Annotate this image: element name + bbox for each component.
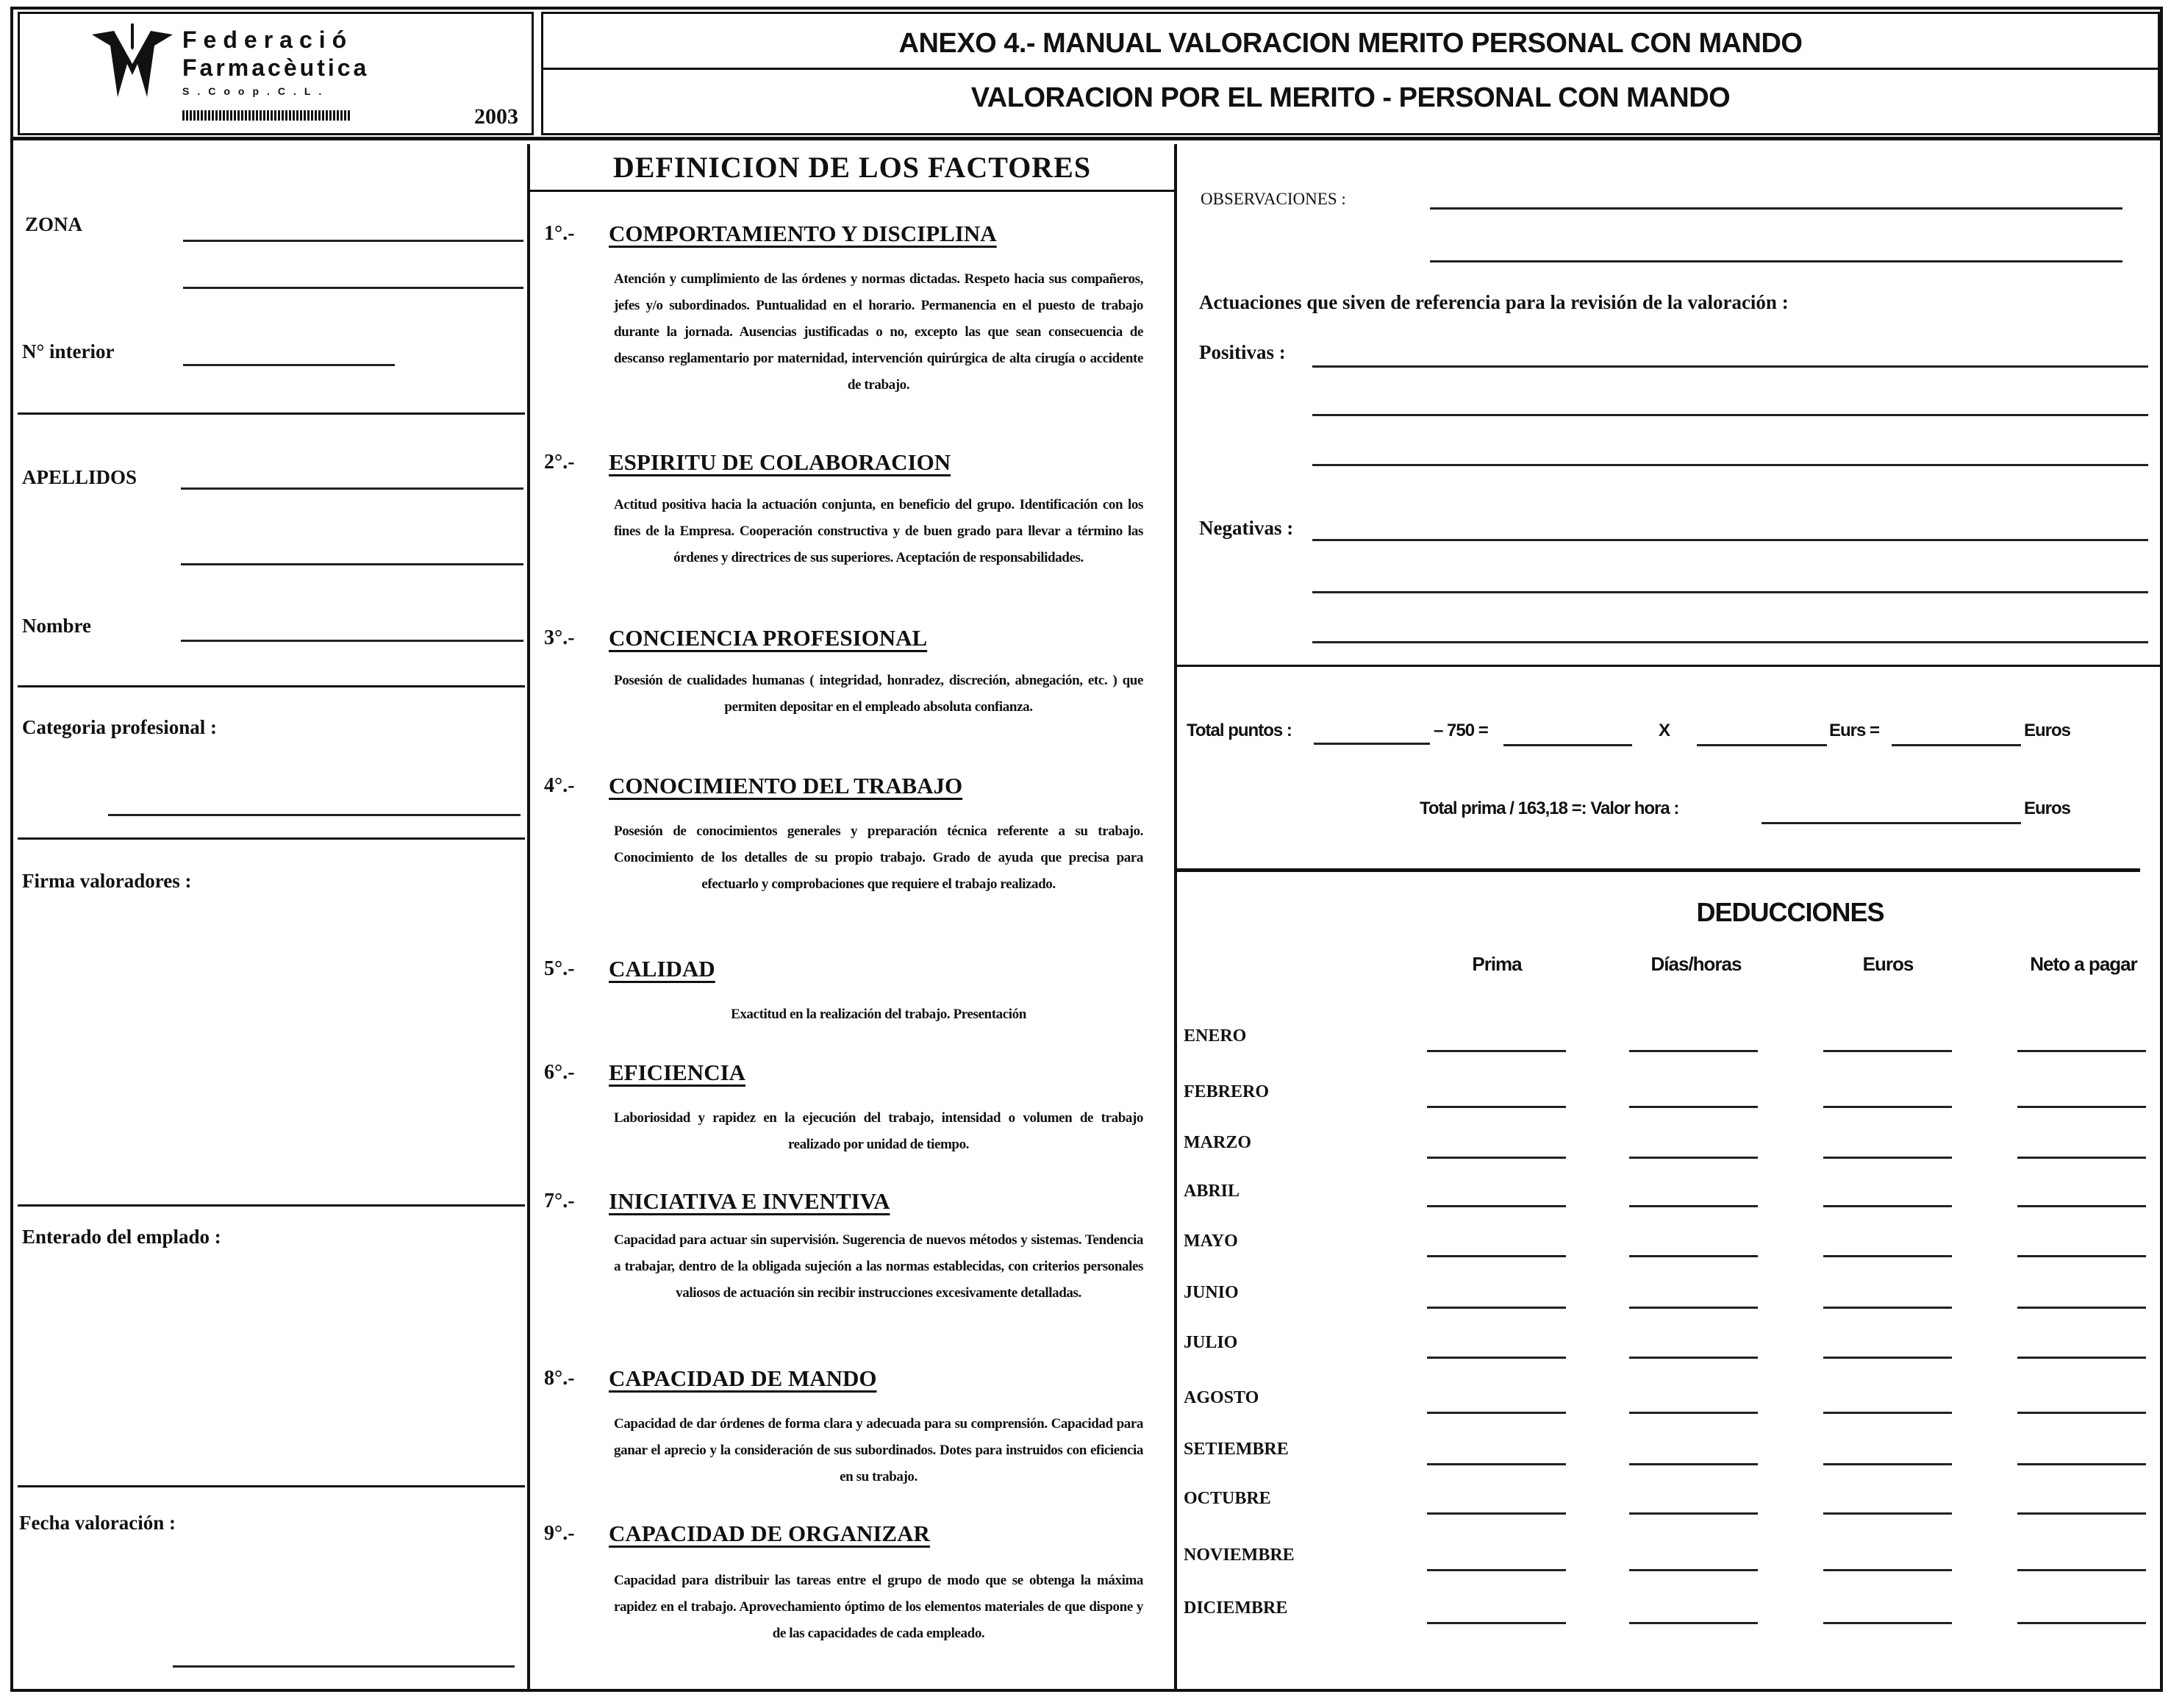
zona-label: ZONA bbox=[25, 213, 83, 235]
neto-field[interactable] bbox=[2017, 1412, 2146, 1414]
actuaciones-label: Actuaciones que siven de referencia para la revisión de la valoración : bbox=[1199, 291, 1789, 313]
dias-horas-field[interactable] bbox=[1629, 1357, 1758, 1359]
dias-horas-field[interactable] bbox=[1629, 1050, 1758, 1052]
valor-hora-field[interactable] bbox=[1762, 822, 2021, 824]
month-label: ABRIL bbox=[1184, 1182, 1240, 1201]
right-divider-1 bbox=[1177, 665, 2160, 667]
factor-heading: CAPACIDAD DE ORGANIZAR bbox=[609, 1521, 930, 1546]
left-divider-1 bbox=[18, 412, 525, 415]
positivas-field-2[interactable] bbox=[1312, 414, 2148, 416]
factor-heading: ESPIRITU DE COLABORACION bbox=[609, 449, 951, 475]
n-interior-field[interactable] bbox=[183, 364, 395, 366]
factor-number: 2°.- bbox=[544, 451, 575, 474]
factor-number: 8°.- bbox=[544, 1367, 575, 1390]
prima-field[interactable] bbox=[1427, 1412, 1566, 1414]
euros-field[interactable] bbox=[1823, 1512, 1952, 1515]
zona-field[interactable] bbox=[183, 240, 523, 242]
factor-description: Posesión de conocimientos generales y preparación técnica referente a su trabajo. Conocimiento de los detalles de su propio trabajo. Grado de ayuda que precisa para efectuarlo y comprobaciones que requiere el trabajo realizado. bbox=[614, 823, 1143, 892]
total-puntos-label: Total puntos : bbox=[1187, 721, 1292, 740]
factor-description: Exactitud en la realización del trabajo. Presentación bbox=[731, 1007, 1026, 1022]
eurs-label: Eurs = bbox=[1829, 721, 1880, 740]
categoria-field[interactable] bbox=[108, 814, 521, 816]
prima-field[interactable] bbox=[1427, 1569, 1566, 1571]
total-puntos-field[interactable] bbox=[1314, 743, 1430, 745]
apellidos-field-2[interactable] bbox=[181, 563, 523, 565]
zona-field-2[interactable] bbox=[183, 287, 523, 289]
euros-field[interactable] bbox=[1823, 1106, 1952, 1108]
month-label: SETIEMBRE bbox=[1184, 1440, 1289, 1459]
prima-field[interactable] bbox=[1427, 1307, 1566, 1309]
month-label: OCTUBRE bbox=[1184, 1489, 1271, 1508]
factor-heading: CONOCIMIENTO DEL TRABAJO bbox=[609, 773, 963, 798]
dias-horas-field[interactable] bbox=[1629, 1463, 1758, 1465]
prima-field[interactable] bbox=[1427, 1106, 1566, 1108]
observaciones-field-2[interactable] bbox=[1430, 260, 2122, 262]
neto-field[interactable] bbox=[2017, 1622, 2146, 1624]
logo-barcode bbox=[182, 110, 351, 121]
logo-mark-icon bbox=[92, 24, 173, 104]
negativas-field-2[interactable] bbox=[1312, 591, 2148, 593]
prima-field[interactable] bbox=[1427, 1622, 1566, 1624]
month-label: NOVIEMBRE bbox=[1184, 1546, 1295, 1565]
column-header-prima: Prima bbox=[1472, 953, 1522, 975]
dias-horas-field[interactable] bbox=[1629, 1512, 1758, 1515]
prima-field[interactable] bbox=[1427, 1463, 1566, 1465]
euros-field[interactable] bbox=[1823, 1307, 1952, 1309]
euros-field[interactable] bbox=[1823, 1205, 1952, 1207]
factor-heading: COMPORTAMIENTO Y DISCIPLINA bbox=[609, 221, 997, 246]
factor-number: 1°.- bbox=[544, 222, 575, 245]
dias-horas-field[interactable] bbox=[1629, 1255, 1758, 1257]
factor-number: 9°.- bbox=[544, 1522, 575, 1545]
factor-number: 4°.- bbox=[544, 774, 575, 797]
categoria-label: Categoria profesional : bbox=[22, 716, 217, 738]
euros-field[interactable] bbox=[1823, 1157, 1952, 1159]
factor-number: 7°.- bbox=[544, 1190, 575, 1212]
column-header-euros: Euros bbox=[1862, 953, 1914, 975]
neto-field[interactable] bbox=[2017, 1050, 2146, 1052]
factor-heading: CAPACIDAD DE MANDO bbox=[609, 1365, 877, 1391]
column-divider-right bbox=[1174, 144, 1177, 1691]
month-label: JULIO bbox=[1184, 1333, 1238, 1352]
positivas-field-1[interactable] bbox=[1312, 365, 2148, 368]
column-header-neto: Neto a pagar bbox=[2030, 953, 2137, 975]
negativas-field-1[interactable] bbox=[1312, 539, 2148, 541]
neto-field[interactable] bbox=[2017, 1512, 2146, 1515]
page-title: ANEXO 4.- MANUAL VALORACION MERITO PERSONAL CON MANDO bbox=[898, 28, 1803, 59]
positivas-field-3[interactable] bbox=[1312, 464, 2148, 466]
dias-horas-field[interactable] bbox=[1629, 1307, 1758, 1309]
month-label: JUNIO bbox=[1184, 1283, 1239, 1302]
observaciones-field[interactable] bbox=[1430, 207, 2122, 210]
header-bottom-rule bbox=[10, 137, 2163, 140]
neto-field[interactable] bbox=[2017, 1307, 2146, 1309]
total-euros-field[interactable] bbox=[1892, 744, 2021, 746]
minus-750-label: – 750 = bbox=[1434, 721, 1488, 740]
page-subtitle: VALORACION POR EL MERITO - PERSONAL CON MANDO bbox=[970, 82, 1731, 113]
neto-field[interactable] bbox=[2017, 1463, 2146, 1465]
negativas-label: Negativas : bbox=[1199, 517, 1294, 539]
euros-field[interactable] bbox=[1823, 1463, 1952, 1465]
logo-line3: S.Coop.C.L. bbox=[182, 85, 330, 97]
month-label: ENERO bbox=[1184, 1026, 1247, 1046]
factor-description: Capacidad para actuar sin supervisión. Sugerencia de nuevos métodos y sistemas. Tendencia a trabajar, dentro de la obligada sujeción a las normas establecidas, con criterios personales valiosos de actuación sin recibir instrucciones excesivamente detalladas. bbox=[614, 1232, 1143, 1301]
eurs-rate-field[interactable] bbox=[1697, 744, 1827, 746]
factor-heading: EFICIENCIA bbox=[609, 1060, 746, 1085]
observaciones-label: OBSERVACIONES : bbox=[1201, 190, 1346, 208]
nombre-field[interactable] bbox=[181, 640, 523, 642]
logo-line1: Federació bbox=[182, 26, 354, 53]
euros-field[interactable] bbox=[1823, 1255, 1952, 1257]
euros-field[interactable] bbox=[1823, 1050, 1952, 1052]
title-divider bbox=[541, 68, 2160, 70]
multiply-label: X bbox=[1659, 721, 1671, 740]
left-divider-5 bbox=[18, 1485, 525, 1487]
euros-field[interactable] bbox=[1823, 1412, 1952, 1414]
left-divider-3 bbox=[18, 837, 525, 840]
prima-field[interactable] bbox=[1427, 1050, 1566, 1052]
neto-field[interactable] bbox=[2017, 1569, 2146, 1571]
neto-field[interactable] bbox=[2017, 1255, 2146, 1257]
prima-field[interactable] bbox=[1427, 1357, 1566, 1359]
euros-label-2: Euros bbox=[2024, 798, 2071, 818]
factor-heading: INICIATIVA E INVENTIVA bbox=[609, 1188, 890, 1214]
dias-horas-field[interactable] bbox=[1629, 1106, 1758, 1108]
left-divider-4 bbox=[18, 1204, 525, 1207]
positivas-label: Positivas : bbox=[1199, 341, 1286, 363]
enterado-label: Enterado del emplado : bbox=[22, 1226, 221, 1248]
dias-horas-field[interactable] bbox=[1629, 1412, 1758, 1414]
negativas-field-3[interactable] bbox=[1312, 641, 2148, 643]
factor-description: Capacidad de dar órdenes de forma clara y adecuada para su comprensión. Capacidad para ganar el aprecio y la consideración de sus subordinados. Dotes para instruidos con eficiencia en su trabajo. bbox=[614, 1416, 1143, 1484]
factor-description: Actitud positiva hacia la actuación conjunta, en beneficio del grupo. Identificación con los fines de la Empresa. Cooperación constructiva y de buen grado para llevar a término las órdenes y directrices de sus superiores. Aceptación de responsabilidades. bbox=[614, 497, 1143, 565]
firma-label: Firma valoradores : bbox=[22, 870, 192, 892]
factors-title-rule bbox=[530, 190, 1174, 192]
month-label: DICIEMBRE bbox=[1184, 1598, 1288, 1618]
prima-field[interactable] bbox=[1427, 1205, 1566, 1207]
left-divider-2 bbox=[18, 685, 525, 687]
euros-label: Euros bbox=[2024, 721, 2071, 740]
factor-heading: CALIDAD bbox=[609, 956, 715, 982]
deducciones-title: DEDUCCIONES bbox=[1696, 897, 1884, 927]
factor-number: 6°.- bbox=[544, 1061, 575, 1084]
prima-field[interactable] bbox=[1427, 1157, 1566, 1159]
apellidos-label: APELLIDOS bbox=[22, 466, 137, 488]
prima-field[interactable] bbox=[1427, 1255, 1566, 1257]
factor-description: Capacidad para distribuir las tareas entre el grupo de modo que se obtenga la máxima rapidez en el trabajo. Aprovechamiento óptimo de los elementos materiales de que dispone y de las capacidades de cada empleado. bbox=[614, 1573, 1143, 1641]
dias-horas-field[interactable] bbox=[1629, 1157, 1758, 1159]
euros-field[interactable] bbox=[1823, 1622, 1952, 1624]
neto-field[interactable] bbox=[2017, 1157, 2146, 1159]
column-header-dias-horas: Días/horas bbox=[1650, 953, 1742, 975]
neto-field[interactable] bbox=[2017, 1205, 2146, 1207]
neto-field[interactable] bbox=[2017, 1357, 2146, 1359]
right-divider-2 bbox=[1177, 868, 2140, 872]
euros-field[interactable] bbox=[1823, 1357, 1952, 1359]
total-prima-label: Total prima / 163,18 =: Valor hora : bbox=[1420, 798, 1679, 818]
year: 2003 bbox=[474, 104, 518, 129]
neto-field[interactable] bbox=[2017, 1106, 2146, 1108]
column-divider-left bbox=[527, 144, 530, 1691]
month-label: MARZO bbox=[1184, 1133, 1251, 1152]
factor-description: Laboriosidad y rapidez en la ejecución del trabajo, intensidad o volumen de trabajo realizado por unidad de tiempo. bbox=[614, 1110, 1143, 1152]
month-label: FEBRERO bbox=[1184, 1082, 1270, 1101]
logo-line2: Farmacèutica bbox=[182, 54, 370, 81]
n-interior-label: N° interior bbox=[22, 340, 115, 362]
fecha-field[interactable] bbox=[173, 1665, 515, 1668]
fecha-label: Fecha valoración : bbox=[19, 1512, 176, 1534]
apellidos-field[interactable] bbox=[181, 487, 523, 490]
factor-description: Posesión de cualidades humanas ( integridad, honradez, discreción, abnegación, etc. ) que permiten depositar en el empleado absoluta confianza. bbox=[614, 673, 1143, 715]
factor-description: Atención y cumplimiento de las órdenes y normas dictadas. Respeto hacia sus compañeros, jefes y/o subordinados. Puntualidad en el horario. Permanencia en el puesto de trabajo durante la jornada. Ausencias justificadas o no, excepto las que sean consecuencia de descanso reglamentario por maternidad, intervención quirúrgica de alta cirugía o accidente de trabajo. bbox=[614, 271, 1143, 393]
factor-number: 5°.- bbox=[544, 957, 575, 980]
dias-horas-field[interactable] bbox=[1629, 1569, 1758, 1571]
factor-number: 3°.- bbox=[544, 626, 575, 649]
month-label: AGOSTO bbox=[1184, 1388, 1259, 1407]
prima-field[interactable] bbox=[1427, 1512, 1566, 1515]
nombre-label: Nombre bbox=[22, 615, 91, 637]
month-label: MAYO bbox=[1184, 1232, 1238, 1251]
dias-horas-field[interactable] bbox=[1629, 1205, 1758, 1207]
euros-field[interactable] bbox=[1823, 1569, 1952, 1571]
puntos-result-field[interactable] bbox=[1503, 744, 1632, 746]
factor-heading: CONCIENCIA PROFESIONAL bbox=[609, 625, 928, 651]
dias-horas-field[interactable] bbox=[1629, 1622, 1758, 1624]
factors-title: DEFINICION DE LOS FACTORES bbox=[612, 151, 1092, 184]
